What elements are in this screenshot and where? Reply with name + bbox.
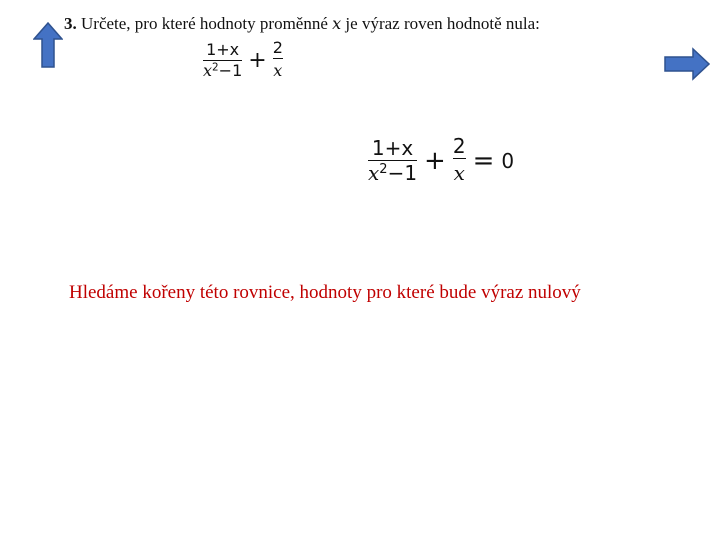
frac1-den-exponent: 2 <box>212 60 219 73</box>
equals-sign: = <box>472 145 495 176</box>
arrow-right-icon[interactable] <box>664 47 710 81</box>
problem-number: 3. <box>64 14 77 33</box>
plus-sign: + <box>424 145 446 176</box>
frac1-numerator: 1+x <box>206 39 240 59</box>
fraction-1 <box>368 138 417 183</box>
frac1-den-variable: x <box>368 161 380 185</box>
fraction-2 <box>453 136 466 185</box>
frac2-denominator: x <box>453 161 465 185</box>
equation-rhs: 0 <box>501 148 515 173</box>
frac1-numerator: 1+x <box>371 136 414 160</box>
equation <box>368 136 514 185</box>
fraction-bar <box>273 58 283 59</box>
explanation-note: Hledáme kořeny této rovnice, hodnoty pro které bude výraz nulový <box>69 282 581 303</box>
frac1-den-exponent: 2 <box>379 161 388 177</box>
frac2-denominator: x <box>273 61 283 80</box>
problem-text-after: je výraz roven hodnotě nula: <box>341 14 540 33</box>
problem-statement <box>64 14 540 34</box>
fraction-2 <box>273 40 283 80</box>
arrow-up-icon[interactable] <box>33 22 63 68</box>
frac1-den-rest: −1 <box>218 60 243 80</box>
expression <box>203 40 283 80</box>
problem-text-before: Určete, pro které hodnoty proměnné <box>76 14 333 33</box>
frac1-den-rest: −1 <box>387 161 418 185</box>
fraction-bar <box>453 158 466 159</box>
frac2-numerator: 2 <box>452 134 466 158</box>
frac1-den-variable: x <box>203 60 213 80</box>
frac2-numerator: 2 <box>272 38 283 57</box>
problem-variable: x <box>332 14 342 33</box>
plus-sign: + <box>248 47 267 73</box>
fraction-1 <box>203 39 243 80</box>
